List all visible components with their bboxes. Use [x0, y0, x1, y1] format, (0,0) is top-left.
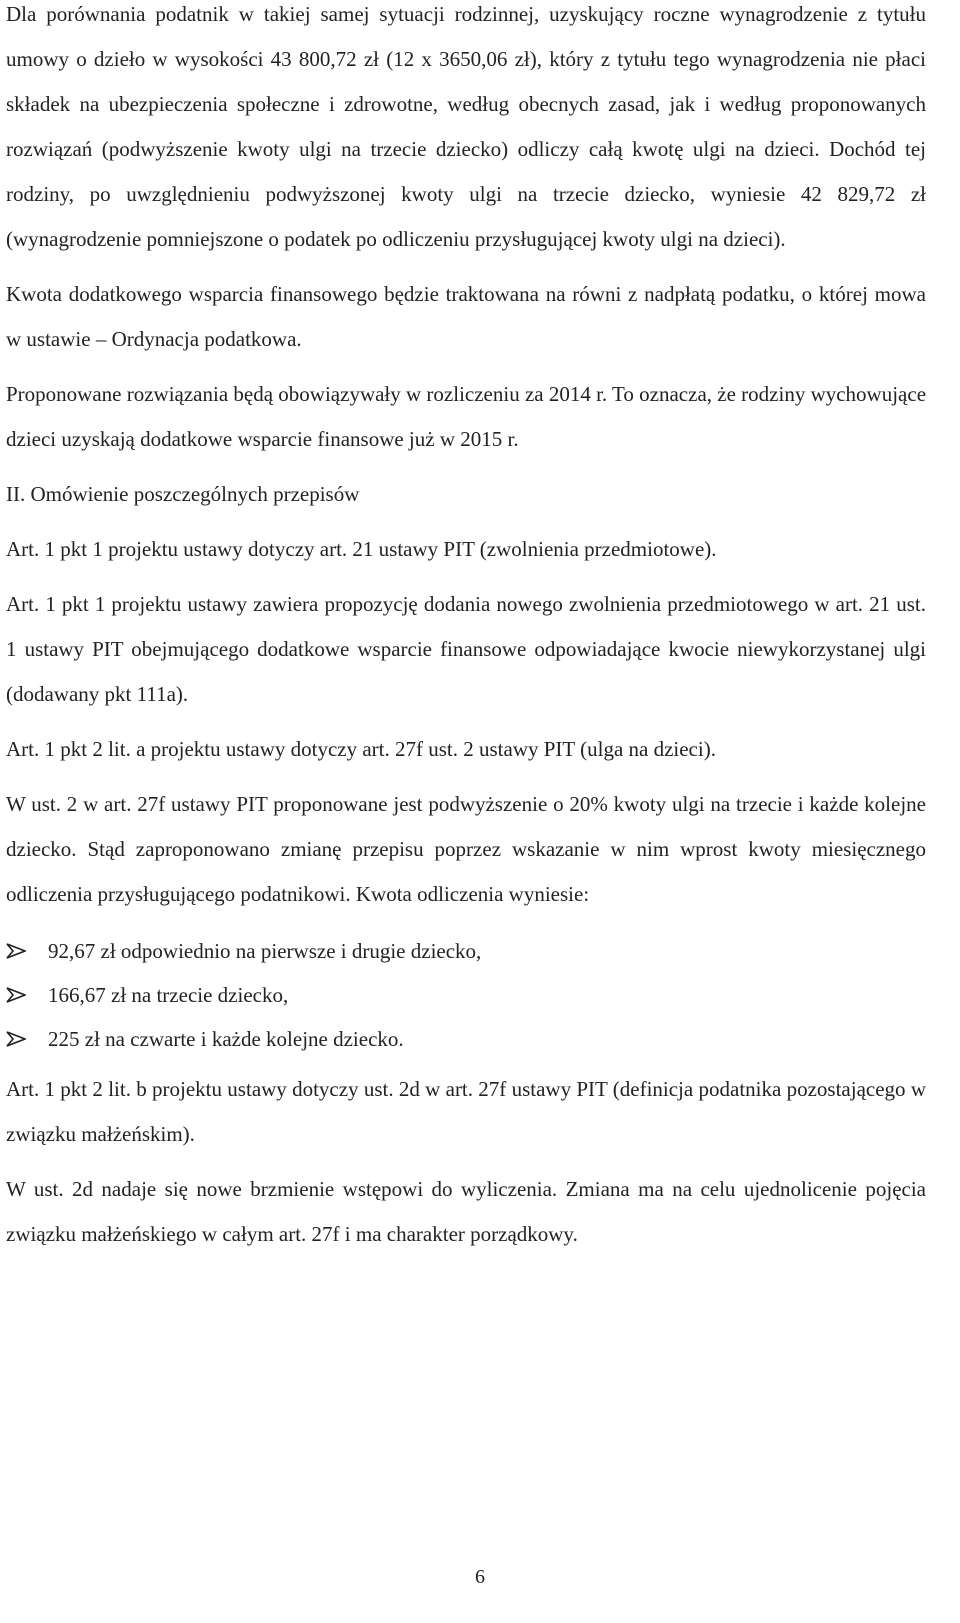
list-item-text: 92,67 zł odpowiednio na pierwsze i drugie dziecko,: [48, 939, 482, 963]
paragraph-art-27f-ust-2d: W ust. 2d nadaje się nowe brzmienie wstępowi do wyliczenia. Zmiana ma na celu ujednolicenie pojęcia związku małżeńskiego w całym art. 27f i ma charakter porządkowy.: [6, 1177, 926, 1246]
paragraph-effective-date: Proponowane rozwiązania będą obowiązywały w rozliczeniu za 2014 r. To oznacza, że rodziny wychowujące dzieci uzyskają dodatkowe wsparcie finansowe już w 2015 r.: [6, 382, 927, 451]
document-page: [6, 0, 926, 1257]
paragraph-support-overpayment: Kwota dodatkowego wsparcia finansowego będzie traktowana na równi z nadpłatą podatku, o której mowa w ustawie – Ordynacja podatkowa.: [6, 282, 926, 351]
paragraph-art-1-pkt-1: Art. 1 pkt 1 projektu ustawy zawiera propozycję dodania nowego zwolnienia przedmiotowego w art. 21 ust. 1 ustawy PIT obejmującego dodatkowe wsparcie finansowe odpowiadające kwocie niewykorzystanej ulgi (dodawany pkt 111a).: [6, 592, 926, 706]
list-item: [6, 1017, 926, 1061]
section-heading: II. Omówienie poszczególnych przepisów: [6, 482, 360, 506]
list-item-text: 166,67 zł na trzecie dziecko,: [48, 983, 289, 1007]
list-item-text: 225 zł na czwarte i każde kolejne dziecko.: [48, 1027, 404, 1051]
arrow-bullet-icon: [6, 943, 26, 959]
paragraph-art-27f-ust-2: W ust. 2 w art. 27f ustawy PIT proponowane jest podwyższenie o 20% kwoty ulgi na trzecie i każde kolejne dziecko. Stąd zaproponowano zmianę przepisu poprzez wskazanie w nim wprost kwoty miesięcznego odliczenia przysługującego podatnikowi. Kwota odliczenia wyniesie:: [6, 792, 926, 906]
deduction-amounts-list: [6, 929, 926, 1061]
paragraph-comparison: Dla porównania podatnik w takiej samej sytuacji rodzinnej, uzyskujący roczne wynagrodzenie z tytułu umowy o dzieło w wysokości 43 800,72 zł (12 x 3650,06 zł), który z tytułu tego wynagrodzenia nie płaci składek na ubezpieczenia społeczne i zdrowotne, według obecnych zasad, jak i według proponowanych rozwiązań (podwyższenie kwoty ulgi na trzecie dziecko) odliczy całą kwotę ulgi na dzieci. Dochód tej rodziny, po uwzględnieniu podwyższonej kwoty ulgi na trzecie dziecko, wyniesie 42 829,72 zł (wynagrodzenie pomniejszone o podatek po odliczeniu przysługującej kwoty ulgi na dzieci).: [6, 2, 926, 251]
list-item: [6, 973, 926, 1017]
arrow-bullet-icon: [6, 1031, 26, 1047]
paragraph-art-1-pkt-2b: Art. 1 pkt 2 lit. b projektu ustawy dotyczy ust. 2d w art. 27f ustawy PIT (definicja podatnika pozostającego w związku małżeńskim).: [6, 1077, 926, 1146]
list-item: [6, 929, 926, 973]
paragraph-art-1-pkt-2a-heading: Art. 1 pkt 2 lit. a projektu ustawy dotyczy art. 27f ust. 2 ustawy PIT (ulga na dzieci).: [6, 737, 716, 761]
arrow-bullet-icon: [6, 987, 26, 1003]
paragraph-art-1-pkt-1-heading: Art. 1 pkt 1 projektu ustawy dotyczy art. 21 ustawy PIT (zwolnienia przedmiotowe).: [6, 537, 717, 561]
page-number: 6: [475, 1566, 485, 1588]
